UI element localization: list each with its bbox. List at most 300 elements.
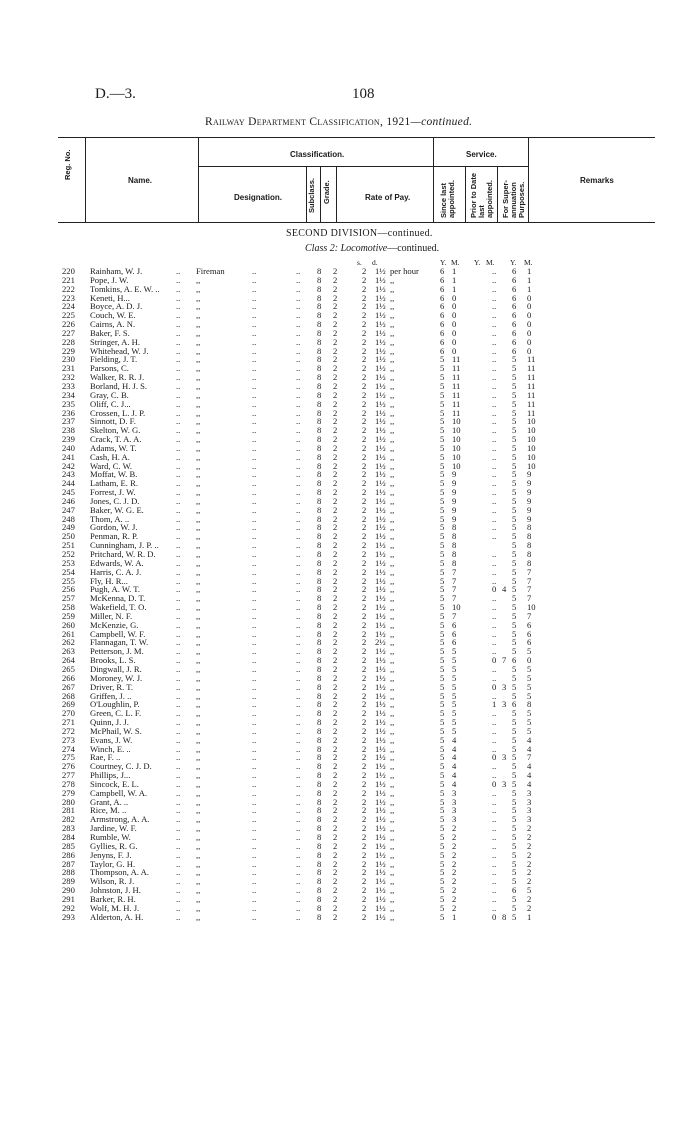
leader-dots: ..	[296, 849, 301, 860]
superannuation-months: 5	[527, 708, 532, 719]
service-prior-years: ..	[492, 770, 497, 781]
pay-period: ,,	[390, 354, 395, 365]
pay-period: ,,	[390, 380, 395, 391]
service-prior-years: ..	[492, 513, 497, 524]
service-since-months: 5	[452, 717, 457, 728]
superannuation-years: 5	[512, 628, 517, 639]
superannuation-years: 5	[512, 549, 517, 559]
designation: ,,	[196, 911, 201, 922]
leader-dots: ..	[252, 858, 257, 869]
superannuation-months: 9	[527, 495, 532, 506]
service-prior-years: ..	[492, 885, 497, 896]
pay-shillings: 2	[362, 495, 367, 506]
reg-no: 284	[62, 832, 75, 842]
designation: ,,	[196, 354, 201, 365]
pay-pence: 1½	[375, 425, 386, 436]
service-since-months: 3	[452, 787, 457, 798]
pay-period: ,,	[390, 425, 395, 436]
grade: 2	[333, 778, 338, 789]
staff-name: Thom, A. ..	[90, 513, 130, 524]
leader-dots: ..	[252, 805, 257, 816]
pay-pence: 1½	[375, 725, 386, 736]
subclass: 8	[317, 840, 322, 851]
unit-years-prior: Y.	[474, 258, 481, 267]
superannuation-years: 5	[512, 876, 517, 887]
superannuation-years: 5	[512, 725, 517, 736]
staff-name: Petterson, J. M.	[90, 646, 144, 657]
pay-shillings: 2	[362, 398, 367, 409]
reg-no: 280	[62, 796, 75, 807]
service-prior-years: ..	[492, 274, 497, 285]
leader-dots: ..	[252, 628, 257, 639]
leader-dots: ..	[296, 557, 301, 568]
staff-name: Cunningham, J. P. ..	[90, 540, 159, 551]
running-head-main: Railway Department Classification,	[205, 116, 384, 128]
reg-no: 223	[62, 292, 75, 303]
superannuation-months: 8	[527, 699, 532, 710]
leader-dots: ..	[176, 407, 181, 418]
designation: ,,	[196, 425, 201, 436]
service-since-years: 5	[440, 690, 445, 701]
leader-dots: ..	[252, 389, 257, 400]
reg-no: 222	[62, 283, 75, 294]
designation: ,,	[196, 752, 201, 763]
superannuation-years: 5	[512, 513, 517, 524]
pay-period: ,,	[390, 610, 395, 621]
reg-no: 265	[62, 663, 75, 674]
grade: 2	[333, 469, 338, 480]
leader-dots: ..	[176, 849, 181, 860]
superannuation-years: 5	[512, 478, 517, 489]
service-since-years: 5	[440, 469, 445, 480]
pay-period: ,,	[390, 867, 395, 878]
pay-pence: 1½	[375, 434, 386, 445]
subclass: 8	[317, 425, 322, 436]
pay-period: ,,	[390, 319, 395, 330]
service-prior-years: ..	[492, 637, 497, 648]
leader-dots: ..	[176, 708, 181, 719]
superannuation-years: 5	[512, 778, 517, 789]
subclass: 8	[317, 761, 322, 772]
leader-dots: ..	[296, 805, 301, 816]
leader-dots: ..	[296, 885, 301, 896]
staff-name: Gordon, W. J.	[90, 522, 138, 533]
reg-no: 226	[62, 319, 75, 330]
leader-dots: ..	[176, 770, 181, 781]
service-since-years: 5	[440, 902, 445, 913]
staff-name: Campbell, W. F.	[90, 628, 146, 639]
pay-shillings: 2	[362, 849, 367, 860]
superannuation-months: 6	[527, 619, 532, 630]
pay-period: ,,	[390, 584, 395, 595]
leader-dots: ..	[252, 292, 257, 303]
leader-dots: ..	[176, 327, 181, 338]
pay-shillings: 2	[362, 372, 367, 383]
header-subclass: Subclass.	[307, 177, 316, 213]
service-since-months: 10	[452, 416, 461, 427]
pay-pence: 1½	[375, 876, 386, 887]
superannuation-months: 1	[527, 274, 532, 285]
superannuation-years: 5	[512, 469, 517, 480]
grade: 2	[333, 885, 338, 896]
service-since-months: 8	[452, 540, 457, 551]
pay-pence: 1½	[375, 761, 386, 772]
grade: 2	[333, 787, 338, 798]
designation: ,,	[196, 849, 201, 860]
leader-dots: ..	[296, 725, 301, 736]
staff-name: Baker, W. G. E.	[90, 504, 144, 515]
staff-name: Rumble, W.	[90, 832, 131, 842]
superannuation-months: 2	[527, 893, 532, 904]
leader-dots: ..	[296, 398, 301, 409]
leader-dots: ..	[296, 593, 301, 604]
leader-dots: ..	[252, 283, 257, 294]
service-prior-years: ..	[492, 619, 497, 630]
grade: 2	[333, 761, 338, 772]
service-prior-years: ..	[492, 495, 497, 506]
leader-dots: ..	[176, 434, 181, 445]
designation: ,,	[196, 478, 201, 489]
leader-dots: ..	[252, 531, 257, 542]
grade: 2	[333, 354, 338, 365]
pay-pence: 1½	[375, 770, 386, 781]
subclass: 8	[317, 407, 322, 418]
service-since-months: 7	[452, 584, 457, 595]
pay-period: ,,	[390, 823, 395, 834]
designation: ,,	[196, 610, 201, 621]
staff-name: Jones, C. J. D.	[90, 495, 140, 506]
service-since-months: 0	[452, 319, 457, 330]
service-since-months: 2	[452, 893, 457, 904]
staff-name: Armstrong, A. A.	[90, 814, 150, 825]
pay-period: ,,	[390, 743, 395, 754]
service-since-months: 5	[452, 663, 457, 674]
subclass: 8	[317, 549, 322, 559]
superannuation-months: 1	[527, 283, 532, 294]
superannuation-years: 5	[512, 363, 517, 374]
service-since-years: 5	[440, 363, 445, 374]
pay-pence: 1½	[375, 363, 386, 374]
designation: ,,	[196, 584, 201, 595]
designation: ,,	[196, 823, 201, 834]
service-since-years: 5	[440, 646, 445, 657]
pay-period: ,,	[390, 478, 395, 489]
leader-dots: ..	[176, 734, 181, 745]
superannuation-years: 5	[512, 540, 517, 551]
superannuation-months: 3	[527, 796, 532, 807]
pay-shillings: 2	[362, 266, 367, 276]
pay-shillings: 2	[362, 327, 367, 338]
leader-dots: ..	[252, 380, 257, 391]
leader-dots: ..	[176, 610, 181, 621]
superannuation-months: 7	[527, 593, 532, 604]
leader-dots: ..	[176, 602, 181, 613]
service-since-years: 5	[440, 911, 445, 922]
reg-no: 237	[62, 416, 75, 427]
leader-dots: ..	[252, 513, 257, 524]
service-since-months: 11	[452, 363, 461, 374]
service-prior-years: ..	[492, 849, 497, 860]
service-since-months: 7	[452, 593, 457, 604]
leader-dots: ..	[176, 460, 181, 471]
leader-dots: ..	[252, 398, 257, 409]
staff-name: Wilson, R. J.	[90, 876, 135, 887]
superannuation-months: 5	[527, 725, 532, 736]
pay-period: ,,	[390, 725, 395, 736]
service-since-years: 5	[440, 885, 445, 896]
service-prior-years: ..	[492, 301, 497, 312]
superannuation-months: 10	[527, 451, 536, 462]
leader-dots: ..	[176, 699, 181, 710]
grade: 2	[333, 549, 338, 559]
superannuation-months: 7	[527, 752, 532, 763]
service-prior-years: ..	[492, 787, 497, 798]
leader-dots: ..	[296, 487, 301, 498]
superannuation-years: 6	[512, 310, 517, 321]
reg-no: 261	[62, 628, 75, 639]
reg-no: 286	[62, 849, 75, 860]
subclass: 8	[317, 363, 322, 374]
superannuation-years: 5	[512, 672, 517, 683]
service-since-years: 5	[440, 814, 445, 825]
pay-pence: 1½	[375, 752, 386, 763]
staff-name: Green, C. L. F.	[90, 708, 142, 719]
staff-name: Baker, F. S.	[90, 327, 130, 338]
grade: 2	[333, 911, 338, 922]
service-since-years: 6	[440, 301, 445, 312]
leader-dots: ..	[296, 504, 301, 515]
leader-dots: ..	[252, 425, 257, 436]
leader-dots: ..	[252, 681, 257, 692]
service-since-months: 11	[452, 389, 461, 400]
subclass: 8	[317, 699, 322, 710]
subclass: 8	[317, 584, 322, 595]
pay-shillings: 2	[362, 593, 367, 604]
leader-dots: ..	[252, 274, 257, 285]
designation: ,,	[196, 487, 201, 498]
leader-dots: ..	[252, 442, 257, 453]
superannuation-years: 5	[512, 646, 517, 657]
leader-dots: ..	[296, 902, 301, 913]
subclass: 8	[317, 858, 322, 869]
designation: ,,	[196, 814, 201, 825]
leader-dots: ..	[296, 310, 301, 321]
service-since-years: 5	[440, 699, 445, 710]
leader-dots: ..	[252, 717, 257, 728]
reg-no: 231	[62, 363, 75, 374]
service-prior-years: ..	[492, 761, 497, 772]
service-since-years: 5	[440, 787, 445, 798]
subclass: 8	[317, 460, 322, 471]
leader-dots: ..	[296, 301, 301, 312]
leader-dots: ..	[296, 460, 301, 471]
grade: 2	[333, 407, 338, 418]
staff-name: Fielding, J. T.	[90, 354, 138, 365]
designation: ,,	[196, 619, 201, 630]
subclass: 8	[317, 522, 322, 533]
subclass: 8	[317, 442, 322, 453]
leader-dots: ..	[252, 478, 257, 489]
service-since-years: 5	[440, 619, 445, 630]
leader-dots: ..	[176, 380, 181, 391]
superannuation-months: 4	[527, 761, 532, 772]
reg-no: 247	[62, 504, 75, 515]
service-since-years: 5	[440, 876, 445, 887]
leader-dots: ..	[296, 840, 301, 851]
leader-dots: ..	[252, 690, 257, 701]
leader-dots: ..	[176, 655, 181, 666]
service-prior-years: ..	[492, 610, 497, 621]
pay-pence: 1½	[375, 487, 386, 498]
designation: ,,	[196, 663, 201, 674]
pay-shillings: 2	[362, 814, 367, 825]
pay-shillings: 2	[362, 584, 367, 595]
superannuation-months: 5	[527, 681, 532, 692]
pay-shillings: 2	[362, 699, 367, 710]
staff-name: Crack, T. A. A.	[90, 434, 142, 445]
leader-dots: ..	[176, 274, 181, 285]
service-since-months: 11	[452, 372, 461, 383]
pay-period: ,,	[390, 442, 395, 453]
pay-period: ,,	[390, 885, 395, 896]
pay-shillings: 2	[362, 708, 367, 719]
pay-period: ,,	[390, 832, 395, 842]
pay-period: ,,	[390, 717, 395, 728]
service-since-years: 5	[440, 513, 445, 524]
superannuation-months: 5	[527, 717, 532, 728]
leader-dots: ..	[296, 858, 301, 869]
designation: ,,	[196, 761, 201, 772]
pay-shillings: 2	[362, 407, 367, 418]
grade: 2	[333, 540, 338, 551]
leader-dots: ..	[252, 646, 257, 657]
staff-name: Gray, C. B.	[90, 389, 129, 400]
service-prior-years: ..	[492, 602, 497, 613]
staff-name: Grant, A. ..	[90, 796, 129, 807]
pay-shillings: 2	[362, 610, 367, 621]
reg-no: 235	[62, 398, 75, 409]
reg-no: 221	[62, 274, 75, 285]
pay-pence: 1½	[375, 646, 386, 657]
leader-dots: ..	[176, 832, 181, 842]
service-since-months: 10	[452, 425, 461, 436]
leader-dots: ..	[252, 310, 257, 321]
service-prior-years: ..	[492, 734, 497, 745]
service-since-months: 8	[452, 531, 457, 542]
reg-no: 293	[62, 911, 75, 922]
service-prior-years: ..	[492, 327, 497, 338]
grade: 2	[333, 327, 338, 338]
pay-period: ,,	[390, 283, 395, 294]
staff-name: Forrest, J. W.	[90, 487, 136, 498]
pay-shillings: 2	[362, 743, 367, 754]
pay-period: ,,	[390, 734, 395, 745]
leader-dots: ..	[296, 663, 301, 674]
superannuation-months: 8	[527, 522, 532, 533]
designation: ,,	[196, 372, 201, 383]
unit-months-prior: M.	[486, 258, 495, 267]
leader-dots: ..	[176, 398, 181, 409]
subclass: 8	[317, 796, 322, 807]
service-since-months: 4	[452, 752, 457, 763]
leader-dots: ..	[252, 663, 257, 674]
leader-dots: ..	[176, 628, 181, 639]
subclass: 8	[317, 814, 322, 825]
leader-dots: ..	[176, 840, 181, 851]
superannuation-years: 5	[512, 681, 517, 692]
leader-dots: ..	[252, 266, 257, 276]
service-prior-years: ..	[492, 398, 497, 409]
service-prior-years: 0	[492, 911, 497, 922]
grade: 2	[333, 336, 338, 347]
leader-dots: ..	[296, 602, 301, 613]
designation: ,,	[196, 672, 201, 683]
pay-period: ,,	[390, 504, 395, 515]
grade: 2	[333, 310, 338, 321]
service-since-months: 1	[452, 274, 457, 285]
reg-no: 224	[62, 301, 75, 312]
designation: ,,	[196, 283, 201, 294]
leader-dots: ..	[176, 363, 181, 374]
pay-shillings: 2	[362, 442, 367, 453]
service-since-years: 5	[440, 549, 445, 559]
service-since-years: 5	[440, 425, 445, 436]
pay-pence: 1½	[375, 849, 386, 860]
subclass: 8	[317, 787, 322, 798]
service-since-months: 4	[452, 761, 457, 772]
reg-no: 270	[62, 708, 75, 719]
service-prior-years: 0	[492, 752, 497, 763]
pay-pence: 1½	[375, 593, 386, 604]
pay-shillings: 2	[362, 646, 367, 657]
pay-shillings: 2	[362, 725, 367, 736]
pay-period: ,,	[390, 434, 395, 445]
service-prior-months: 8	[502, 911, 507, 922]
leader-dots: ..	[296, 911, 301, 922]
service-since-months: 1	[452, 283, 457, 294]
superannuation-years: 5	[512, 416, 517, 427]
pay-period: ,,	[390, 876, 395, 887]
superannuation-months: 4	[527, 734, 532, 745]
reg-no: 249	[62, 522, 75, 533]
leader-dots: ..	[252, 778, 257, 789]
designation: ,,	[196, 549, 201, 559]
pay-period: ,,	[390, 513, 395, 524]
grade: 2	[333, 398, 338, 409]
staff-name: Keneti, H...	[90, 292, 130, 303]
class-suffix: —continued.	[387, 243, 440, 254]
service-since-months: 4	[452, 770, 457, 781]
pay-period: ,,	[390, 549, 395, 559]
leader-dots: ..	[296, 416, 301, 427]
pay-period: ,,	[390, 849, 395, 860]
pay-period: ,,	[390, 407, 395, 418]
designation: ,,	[196, 628, 201, 639]
superannuation-months: 2	[527, 823, 532, 834]
pay-pence: 1½	[375, 885, 386, 896]
staff-name: McKenzie, G.	[90, 619, 139, 630]
pay-period: ,,	[390, 575, 395, 586]
leader-dots: ..	[296, 540, 301, 551]
grade: 2	[333, 743, 338, 754]
leader-dots: ..	[176, 902, 181, 913]
pay-pence: 1½	[375, 690, 386, 701]
service-prior-years: ..	[492, 814, 497, 825]
grade: 2	[333, 584, 338, 595]
leader-dots: ..	[252, 301, 257, 312]
superannuation-months: 8	[527, 557, 532, 568]
superannuation-years: 5	[512, 425, 517, 436]
